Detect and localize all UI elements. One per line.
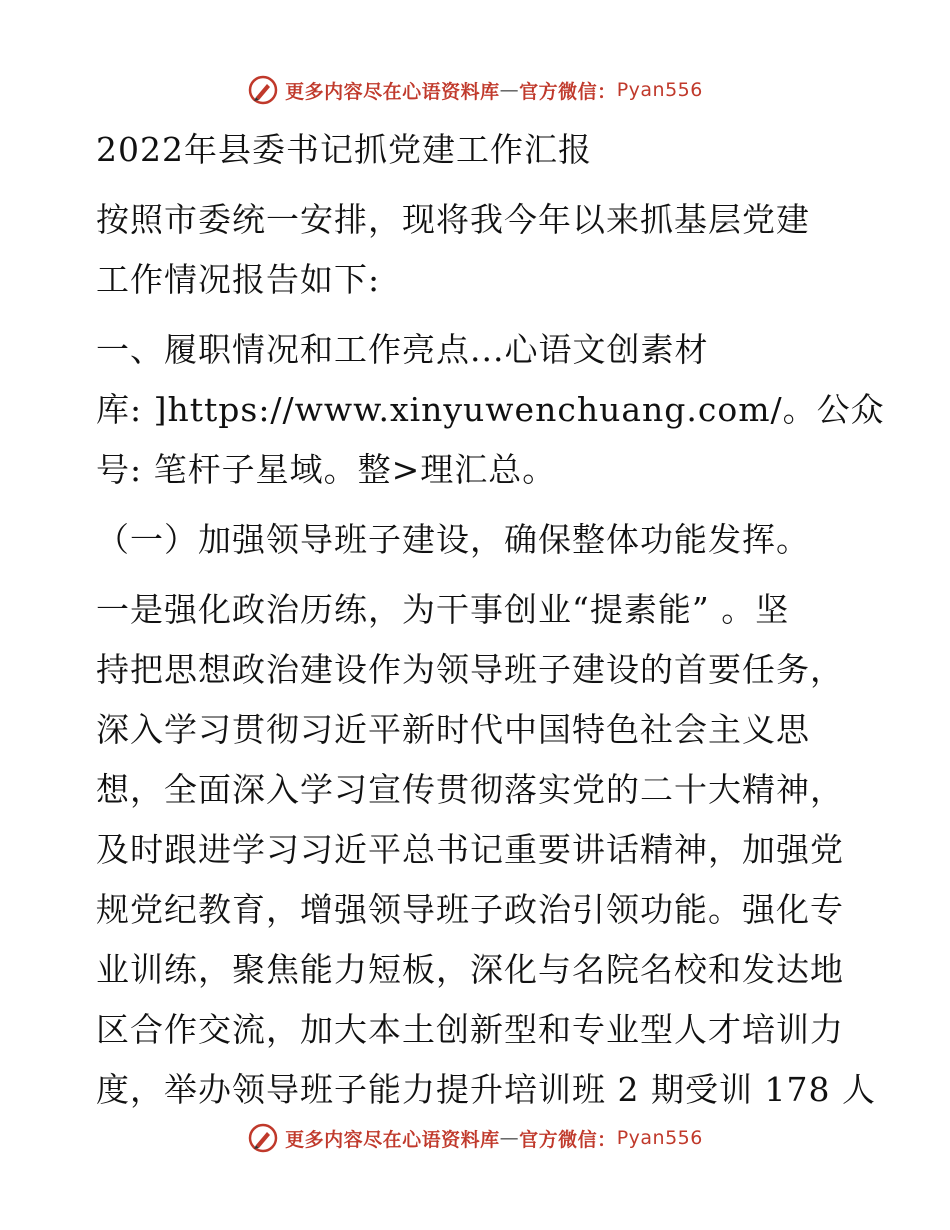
banner-site-text: 更多内容尽在心语资料库 [285, 80, 500, 103]
intro-line-2: 工作情况报告如下: [96, 260, 381, 299]
banner-official-text: 官方微信： [519, 1128, 617, 1151]
header-banner [0, 70, 950, 110]
footer-banner [0, 1118, 950, 1158]
banner-official-text: 官方微信： [519, 80, 617, 103]
section-1-line-1: 一、履职情况和工作亮点...心语文创素材 [96, 330, 709, 369]
banner-wechat-id: Pyan556 [616, 1127, 703, 1149]
banner-wechat-id: Pyan556 [616, 79, 703, 101]
section-1-line-2: 库: ]https://www.xinyuwenchuang.com/。公众 [96, 390, 885, 429]
paragraph-line: 持把思想政治建设作为领导班子建设的首要任务， [96, 650, 844, 689]
paragraph-line: 深入学习贯彻习近平新时代中国特色社会主义思 [96, 710, 810, 749]
paragraph-line: 一是强化政治历练，为干事创业“提素能” 。坚 [96, 590, 790, 629]
paragraph-line: 度，举办领导班子能力提升培训班 2 期受训 178 人 [96, 1070, 876, 1109]
pen-logo-icon [247, 1122, 279, 1154]
document-body [96, 120, 885, 1120]
banner-dash: — [499, 1127, 520, 1149]
paragraph-line: 想，全面深入学习宣传贯彻落实党的二十大精神， [96, 770, 844, 809]
paragraph-line: 业训练，聚焦能力短板，深化与名院名校和发达地 [96, 950, 844, 989]
document-title: 2022年县委书记抓党建工作汇报 [96, 130, 592, 169]
banner-site-text: 更多内容尽在心语资料库 [285, 1128, 500, 1151]
paragraph-line: 区合作交流，加大本土创新型和专业型人才培训力 [96, 1010, 844, 1049]
paragraph-line: 及时跟进学习习近平总书记重要讲话精神，加强党 [96, 830, 844, 869]
paragraph-line: 规党纪教育，增强领导班子政治引领功能。强化专 [96, 890, 844, 929]
section-1-line-3: 号: 笔杆子星域。整>理汇总。 [96, 450, 557, 489]
pen-logo-icon [247, 74, 279, 106]
subsection-1-heading: （一）加强领导班子建设，确保整体功能发挥。 [96, 520, 810, 559]
banner-dash: — [499, 79, 520, 101]
intro-line-1: 按照市委统一安排，现将我今年以来抓基层党建 [96, 200, 810, 239]
